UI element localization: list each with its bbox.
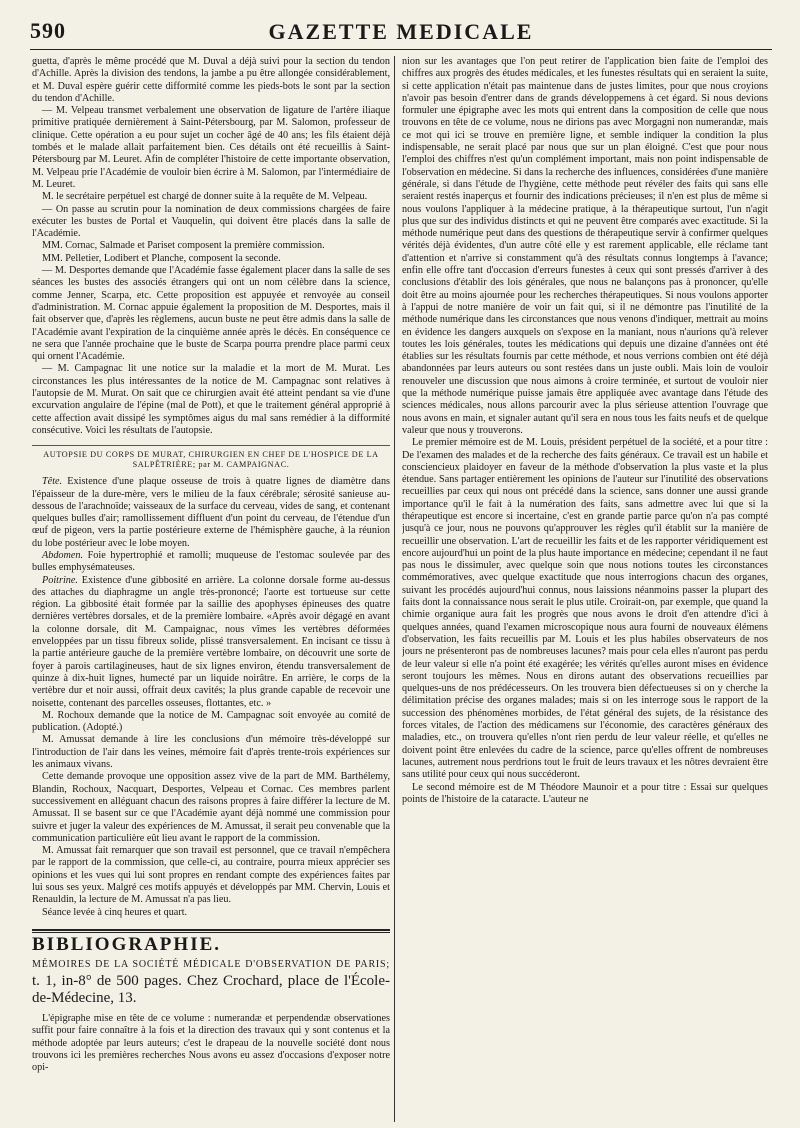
bibliography-entry-details: t. 1, in-8° de 500 pages. Chez Crochard, place de l'École-de-Médecine, 13.: [32, 973, 390, 1007]
paragraph: Cette demande provoque une opposition assez vive de la part de MM. Barthélemy, Blandin, Rochoux, Nacquart, Desportes, Velpeau et Cornac. Ces membres parlent successivement en alléguant chacun des raisons propres à faire différer la lecture de M. Amussat. Il se basent sur ce que l'Académie ayant déjà nommé une commission pour suivre et juger la valeur des expériences de M. Amussat, il serait peu convenable que la communication particulière eût lieu avant le rapport de la commission.: [32, 771, 390, 844]
autopsy-lead: Abdomen.: [42, 549, 84, 561]
autopsy-paragraph: [32, 476, 390, 550]
paragraph: MM. Cornac, Salmade et Pariset composent la première commission.: [42, 240, 325, 252]
autopsy-heading: AUTOPSIE DU CORPS DE MURAT, CHIRURGIEN EN CHEF DE L'HOSPICE DE LA SALPÊTRIÈRE; par M. CAMPAIGNAC.: [32, 445, 390, 470]
autopsy-text: Existence d'une plaque osseuse de trois à quatre lignes de diamètre dans l'épaisseur de la dure-mère, vers le milieu de la faux cérébrale; sérosité sanieuse au-dessous de l'arachnoïde; vaisseaux de la surface du cerveau, vides de sang, et contenant quelques bulles d'air; ramollissement diffluent d'un point du cerveau, de l'étendue d'un œuf de pigeon, vers la partie postérieure externe de l'hémisphère gauche, à la réunion du lobe postérieur avec le lobe moyen.: [32, 476, 390, 549]
paragraph: — M. Desportes demande que l'Académie fasse également placer dans la salle de ses séances les bustes des associés étrangers qui ont un nom célèbre dans la science, comme Jenner, Scarpa, etc. Cette proposition est appuyée et renvoyée au conseil d'administration. M. Cornac appuie également la proposition de M. Desportes, mais il fait observer que, d'après les règlemens, aucun buste ne peut être admis dans la salle de l'Académie avant l'expiration de la cinquième année après le décès. En conséquence ce ne sera que l'année prochaine que le buste de Scarpa pourra prendre place parmi ceux qui ornent l'Académie.: [32, 265, 390, 363]
page-number: 590: [30, 18, 66, 43]
paragraph: — On passe au scrutin pour la nomination de deux commissions chargées de faire exécuter les bustes de Portal et Vauquelin, qui doivent être placés dans la salle de l'Académie.: [32, 203, 390, 240]
autopsy-text: Foie hypertrophié et ramolli; muqueuse de l'estomac soulevée par des bulles emphysémateuses.: [32, 549, 390, 574]
paragraph: M. Rochoux demande que la notice de M. Campagnac soit envoyée au comité de publication. (Adopté.): [32, 709, 390, 734]
paragraph: M. Amussat fait remarquer que son travail est personnel, que ce travail n'empêchera par le rapport de la commission, que celle-ci, au contraire, pourra mieux apprécier ses opinions et les vues qui lui sont propres en rendant compte des expériences faites par lui sous ses yeux. Malgré ces motifs appuyés et développés par MM. Chervin, Louis et Renauldin, la lecture de M. Amussat n'a pas lieu.: [32, 845, 390, 906]
autopsy-paragraph: [32, 550, 390, 575]
bibliography-entry: [32, 955, 390, 1007]
bibliography-entry-title: MÉMOIRES DE LA SOCIÉTÉ MÉDICALE D'OBSERVATION DE PARIS;: [32, 959, 390, 971]
autopsy-paragraph: [32, 575, 390, 710]
paragraph: — M. Velpeau transmet verbalement une observation de ligature de l'artère iliaque primitive pratiquée dernièrement à Saint-Pétersbourg, par M. Salomon, professeur de clinique. Cette opération a eu pour sujet un cocher âgé de 40 ans; les fils étaient déjà tombés et le malade allait parfaitement bien. Ces détails ont été recueillis à Saint-Pétersbourg par M. Leuret. Afin de compléter l'histoire de cette importante observation, M. Velpeau prie l'Académie de vouloir bien écrire à M. Salomon, par l'intermédiaire de M. Leuret.: [32, 105, 390, 190]
journal-title: GAZETTE MEDICALE: [268, 19, 534, 44]
paragraph: guetta, d'après le même procédé que M. Duval a déjà suivi pour la section du tendon d'Achille. Après la division des tendons, la jambe a pu être allongée considérablement, et M. Duval espère guérir cette difformité comme les pieds-bots le sont par la section du tendon d'Achille.: [32, 56, 390, 104]
left-column: [32, 56, 390, 1122]
paragraph: Séance levée à cinq heures et quart.: [42, 906, 188, 918]
paragraph: Le second mémoire est de M Théodore Maunoir et a pour titre : Essai sur quelques points de l'histoire de la cataracte. L'auteur ne: [402, 781, 768, 805]
header-rule: [30, 49, 772, 50]
paragraph: — M. Campagnac lit une notice sur la maladie et la mort de M. Murat. Les circonstances les plus intéressantes de la notice de M. Campagnac sont relatives à l'autopsie de M. Murat. On sait que ce chirurgien avait été atteint pendant sa vie d'une excurvation angulaire de l'épine (mal de Pott), et que le traitement général approprié à cette affection avait dissipé les symptômes aigus du mal sans remédier à la difformité consécutive. Voici les résultats de l'autopsie.: [32, 363, 390, 436]
autopsy-lead: Tête.: [42, 476, 63, 488]
bibliography-title: BIBLIOGRAPHIE.: [32, 933, 222, 955]
right-column: [402, 56, 768, 1122]
autopsy-lead: Poitrine.: [42, 574, 78, 586]
paragraph: MM. Pelletier, Lodibert et Planche, composent la seconde.: [42, 252, 281, 264]
paragraph: M. le secrétaire perpétuel est chargé de donner suite à la requête de M. Velpeau.: [42, 191, 368, 203]
section-rule: [32, 929, 390, 933]
autopsy-text: Existence d'une gibbosité en arrière. La colonne dorsale forme au-dessus des attaches du diaphragme un angle très-prononcé; l'aorte est tortueuse sur cette région. La gibbosité était formée par la saillie des apophyses épineuses des quatre dernières vertèbres dorsales, et de la première lombaire. «Après avoir dégagé en avant la colonne dorsale, dit M. Campaignac, nous vîmes les vertèbres déformées enveloppées par un tissu fibreux solide, plissé transversalement. En incisant ce tissu à la partie antérieure gauche de la première vertèbre lombaire, on découvrit une sorte de foyer à parois cartilagineuses, haut de six lignes environ, étendu transversalement de quinze à dix-huit lignes, humecté par un liquide noirâtre. En arrière, le corps de la vertèbre dur et noir aussi, offrait deux cavités; la plus grande capable de recevoir une noisette, contenant des parcelles osseuses, flottantes, etc. »: [32, 574, 390, 709]
paragraph: Le premier mémoire est de M. Louis, président perpétuel de la société, et a pour titre : De l'examen des malades et de la recherche des faits généraux. Ce travail est un habile et consciencieux plaidoyer en faveur de la méthode d'observation la plus vaste et la plus étendue. Sans partager entièrement les opinions de l'auteur sur l'inutilité des observations recueillies par ceux qui nous ont précédé dans la science, sans donner une aussi grande importance qu'il le fait à la numération des faits, sans admettre avec lui que si la thérapeutique est encore si incertaine, c'est en grande partie parce qu'on n'a pas compté jusqu'à ce jour, nous ne pouvons qu'approuver les règles qu'il établit sur la manière de recueillir une observation. L'art de recueillir les faits et de les rapporter véridiquement est encore aujourd'hui un point de la plus haute importance en médecine; cependant il ne faut pas nous le dissimuler, avec quelque soin que nous notions toutes les circonstances commémoratives, avec quelque exactitude que nous interrogions chacun des organes, suivant les procédés aujourd'hui connus, nous laissions néanmoins passer la plupart des faits dont la connaissance nous serait le plus utile. Croirait-on, par exemple, que quand la chimie organique aura fait les progrès que nous avons le droit d'en attendre d'ici à quelques années, quand l'examen microscopique nous aura fourni de nouveaux élémens d'observation, les faits recueillis par M. Louis et les plus habiles observateurs de nos jours ne présenteront pas de nombreuses lacunes? mais pour cela elles n'auront pas perdu de leur valeur si elle n'a point été exagérée; les vérités qu'elles auront mises en évidence seront toujours les mêmes. Nous en dirons autant des observations recueillies par quelques-uns de nos prédécesseurs. On les trouvera bien défectueuses si on y cherche la délimitation précise des organes malades; mais si on les interroge sous le rapport de la succession des phénomènes morbides, de l'état général des sujets, de la résistance des forces vitales, de l'action des médicamens sur l'économie, des caractères généraux des maladies, etc., on trouvera qu'elles n'ont rien perdu de leur valeur réelle, et qu'elles ne doivent point être enlevées du cadre de la science, parce qu'elles offrent de nombreuses lacunes, autrement nous perdrions tout le fruit de leurs travaux et les nôtres devraient être sans utilité pour ceux qui nous succéderont.: [402, 437, 768, 781]
paragraph: L'épigraphe mise en tête de ce volume : numerandæ et perpendendæ observationes suffit pour faire connaître à la fois et la direction des travaux qui y sont contenus et la méthode adoptée par leurs auteurs; c'est le drapeau de la nouvelle société dont nous trouvons ici les premières recherches Nous avons eu assez d'occasions d'exposer notre opi-: [32, 1013, 390, 1074]
column-divider: [394, 56, 395, 1122]
page-header: [30, 18, 772, 46]
paragraph: M. Amussat demande à lire les conclusions d'un mémoire très-développé sur l'introduction de l'air dans les veines, mémoire fait d'après trente-trois expériences sur les animaux vivans.: [32, 734, 390, 771]
paragraph: nion sur les avantages que l'on peut retirer de l'application bien faite de l'emploi des chiffres aux progrès des études médicales, et les funestes résultats qui en seraient la suite, si cette application n'était pas maintenue dans de justes limites, pour que nous croyions n'avoir pas besoin d'entrer dans de grands développemens à cet égard. Si nous devions formuler une épigraphe avec les mots qui entrent dans la composition de celle que nous trouvons en tête de ce volume, nous ne dirions pas avec Morgagni non numerandæ, mais ce mot qui ici se trouve en première ligne, et semble indiquer la condition la plus indispensable, ne serait placé par nous que sur un plan éloigné. C'est que pour nous l'emploi des chiffres n'est qu'un complément important, mais non point indispensable de l'observation en médecine. Si dans la recherche des influences, considérées d'une manière générale, si dans l'étude de l'hygiène, cette méthode peut révéler des faits qui sans elle seraient restés inaperçus et fournir des indications précieuses; il n'en est plus de même si nous voulons l'appliquer à la médecine pratique, à la thérapeutique surtout, l'un n'agit plus que sur des individus distincts et qui ne peuvent être comparés avec exactitude. Si la méthode numérique peut dans des questions de thérapeutique servir à confirmer quelques vérités déjà évidentes, d'un autre côté elle y est rarement applicable, elle réclame tant d'attention et n'arrive si constamment qu'à des résultats connus longtemps à l'avance; enfin elle offre tant d'occasion d'erreurs funestes à ceux qui sont pressés d'arriver à des conclusions d'établir des lois générales, que nous ne balançons pas à prononcer, qu'elle doit être au moins ajournée pour les recherches thérapeutiques. Si nous voulons apporter à l'appui de notre manière de voir un fait qui, si il ne démontre pas l'inutilité de la méthode numérique dans les circonstances que nous venons d'indiquer, mettrait au moins en évidence les dangers auxquels on s'expose en la maniant, nous n'aurions qu'à relever toutes les lois générales, toutes les médications qui depuis une dizaine d'années ont été établies sur les résultats fournis par cette méthode, et nous verrions combien ont été déjà abandonnées par leurs auteurs ou sont restées dans un juste oubli. Mais loin de vouloir renouveler une discussion que nous aimons à croire terminée, et surtout de vouloir nier que la méthode numérique puisse jamais être appliquée avec avantage dans l'étude des sciences médicales, nous allons parcourir avec la plus sérieuse attention l'ouvrage que nous avons en main, et signaler autant qu'il sera en nous tous les faits neufs et de quelque valeur que nous y trouverons.: [402, 56, 768, 436]
